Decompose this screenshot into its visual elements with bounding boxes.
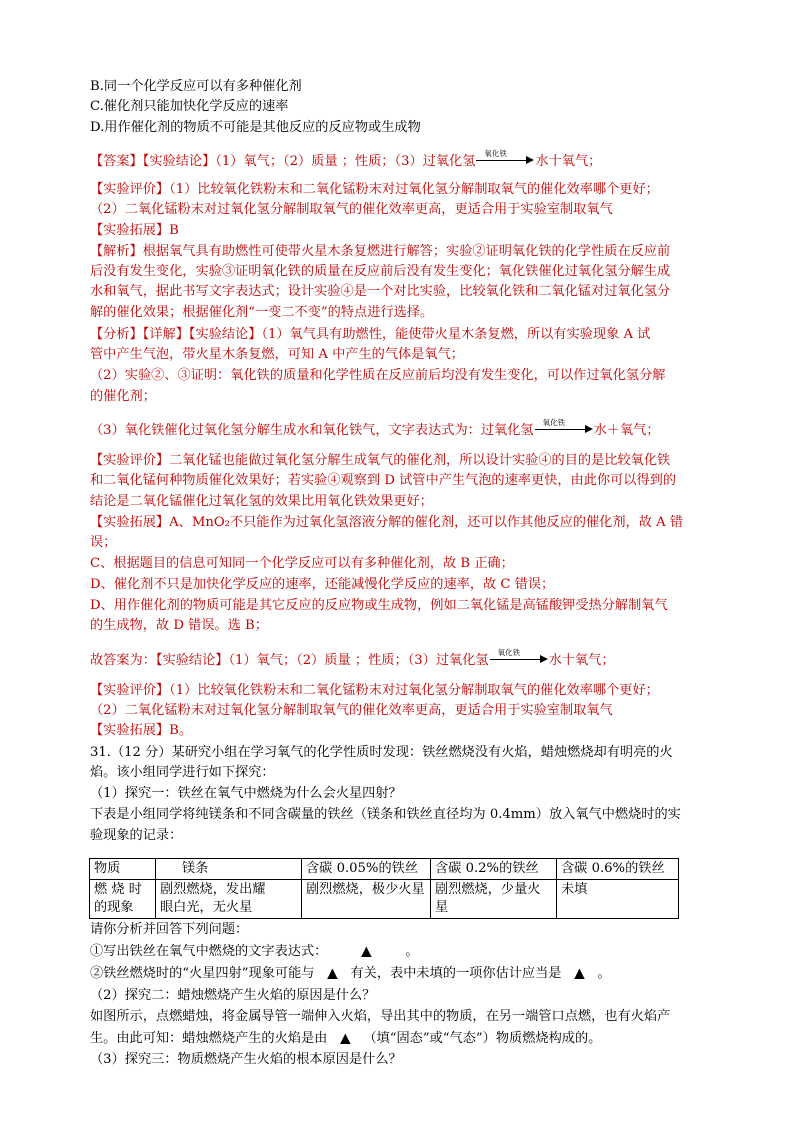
analysis-line-1: 【解析】根据氧气具有助燃性可使带火星木条复燃进行解答；实验②证明氧化铁的化学性质在反应前 [90,244,671,259]
q31-part-2: （2）探究二：蜡烛燃烧产生火焰的原因是什么？ [90,988,376,1003]
table-cell: 剧烈燃烧，极少火星 [302,880,431,919]
answer-blank[interactable]: ▲ [327,966,338,981]
final-answer [90,648,615,670]
detail-eval-1: 【实验评价】二氧化锰也能做过氧化氢分解生成氧气的催化剂，所以设计实验④的目的是比较氧化铁 [90,453,671,468]
final-answer-text: 故答案为：【实验结论】（1）氧气；（2）质量 ；性质；（3）过氧化氢 [90,653,489,668]
q31-line-3: （1）探究一：铁丝在氧气中燃烧为什么会火星四射？ [90,786,402,801]
detail-expand-5: D、用作催化剂的物质可能是其它反应的反应物或生成物，例如二氧化锰是高锰酸钾受热分解制氧气 [90,598,668,613]
table-header: 含碳 0.05%的铁丝 [302,859,431,880]
table-row-label: 燃 烧 时 的现象 [90,880,156,919]
option-d: D.用作催化剂的物质不可能是其他反应的反应物或生成物 [90,120,421,135]
q31-item-1: ①写出铁丝在氧气中燃烧的文字表达式： ▲ 。 [90,944,419,959]
answer-eval-1: 【实验评价】（1）比较氧化铁粉末和二氧化锰粉末对过氧化氢分解制取氧气的催化效率哪个更好； [90,182,659,197]
q31-part-3: （3）探究三：物质燃烧产生火焰的根本原因是什么？ [90,1052,402,1067]
option-c: C.催化剂只能加快化学反应的速率 [90,99,289,114]
final-eval-1: 【实验评价】（1）比较氧化铁粉末和二氧化锰粉末对过氧化氢分解制取氧气的催化效率哪个更好； [90,683,659,698]
reaction-arrow-icon: 氧化铁 [535,421,593,435]
final-answer-products: 水十氧气； [548,653,615,668]
table-cell: 未填 [557,880,679,919]
detail-expand-1: 【实验拓展】A、MnO₂不只能作为过氧化氢溶液分解的催化剂，还可以作其他反应的催化剂，故 A 错 [90,515,684,530]
table-header-row [90,859,679,880]
detail-expand-2: 误； [90,535,117,550]
detail-line-5-text: （3）氧化铁催化过氧化氢分解生成水和氧化铁气，文字表达式为：过氧化氢 [90,423,534,438]
analysis-line-4: 解的催化效果；根据催化剂“一变二不变”的特点进行选择。 [90,305,434,320]
analysis-line-2: 后没有发生变化，实验③证明氧化铁的质量在反应前后没有发生变化；氧化铁催化过氧化氢分解生成 [90,264,671,279]
table-cell: 剧烈燃烧，少量火 星 [431,880,557,919]
answer-conclusion-text: 【答案】【实验结论】（1）氧气；（2）质量 ；性质；（3）过氧化氢 [90,154,476,169]
final-eval-2: （2）二氧化锰粉末对过氧化氢分解制取氧气的催化效率更高，更适合用于实验室制取氧气 [90,703,613,718]
table-header: 镁条 [156,859,302,880]
table-row [90,880,679,919]
table-header: 含碳 0.2%的铁丝 [431,859,557,880]
answer-blank[interactable]: ▲ [574,966,585,981]
detail-line-5-products: 水＋氧气； [593,423,660,438]
q31-prompt: 请你分析并回答下列问题： [90,922,249,937]
observation-table [89,858,679,919]
q31-part-2-text-2: 生。由此可知：蜡烛燃烧产生的火焰是由 ▲ （填“固态”或“气态”）物质燃烧构成的。 [90,1031,602,1046]
detail-line-2: 管中产生气泡，带火星木条复燃，可知 A 中产生的气体是氧气； [90,347,464,362]
table-header: 含碳 0.6%的铁丝 [557,859,679,880]
option-b: B.同一个化学反应可以有多种催化剂 [90,79,302,94]
detail-eval-2: 和二氧化锰何种物质催化效果好；若实验④观察到 D 试管中产生气泡的速率更快，由此你可以得到的 [90,473,677,488]
detail-line-1: 【分析】【详解】【实验结论】（1）氧气具有助燃性，能使带火星木条复燃，所以有实验现象 A 试 [90,327,651,342]
q31-line-1: 31.（12 分）某研究小组在学习氧气的化学性质时发现：铁丝燃烧没有火焰，蜡烛燃烧却有明亮的火 [90,745,673,760]
answer-products: 水十氧气； [535,154,602,169]
detail-line-3: （2）实验②、③证明：氧化铁的质量和化学性质在反应前后均没有发生变化，可以作过氧化氢分解 [90,368,666,383]
analysis-line-3: 水和氧气，据此书写文字表达式；设计实验④是一个对比实验，比较氧化铁和二氧化锰对过氧化氢分 [90,284,671,299]
detail-eval-3: 结论是二氧化锰催化过氧化氢的效果比用氧化铁效果更好； [90,494,433,509]
reaction-arrow-icon: 氧化铁 [476,152,534,166]
q31-item-2: ②铁丝燃烧时的“火星四射”现象可能与 ▲ 有关，表中未填的一项你估计应当是 ▲ 。 [90,966,611,981]
reaction-arrow-icon: 氧化铁 [490,651,548,665]
q31-line-2: 焰。该小组同学进行如下探究： [90,765,275,780]
answer-blank[interactable]: ▲ [340,1031,351,1046]
detail-expand-4: D、催化剂不只是加快化学反应的速率，还能减慢化学反应的速率，故 C 错误； [90,577,555,592]
q31-line-4: 下表是小组同学将纯镁条和不同含碳量的铁丝（镁条和铁丝直径均为 0.4mm）放入氧气中燃烧时的实 [90,807,681,822]
answer-eval-2: （2）二氧化锰粉末对过氧化氢分解制取氧气的催化效率更高，更适合用于实验室制取氧气 [90,202,613,217]
table-cell: 剧烈燃烧，发出耀 眼白光，无火星 [156,880,302,919]
q31-line-5: 验现象的记录： [90,828,183,843]
detail-line-4: 的催化剂； [90,389,156,404]
answer-blank[interactable]: ▲ [361,944,372,959]
q31-part-2-text-1: 如图所示，点燃蜡烛，将金属导管一端伸入火焰，导出其中的物质，在另一端管口点燃，也有火焰产 [90,1009,671,1024]
detail-line-5 [90,418,660,440]
final-expand: 【实验拓展】B。 [90,723,193,738]
detail-expand-3: C、根据题目的信息可知同一个化学反应可以有多种催化剂，故 B 正确； [90,556,514,571]
detail-expand-6: 的生成物，故 D 错误。选 B； [90,618,268,633]
table-header: 物质 [90,859,156,880]
answer-conclusion [90,149,602,171]
answer-expand: 【实验拓展】B [90,223,179,238]
